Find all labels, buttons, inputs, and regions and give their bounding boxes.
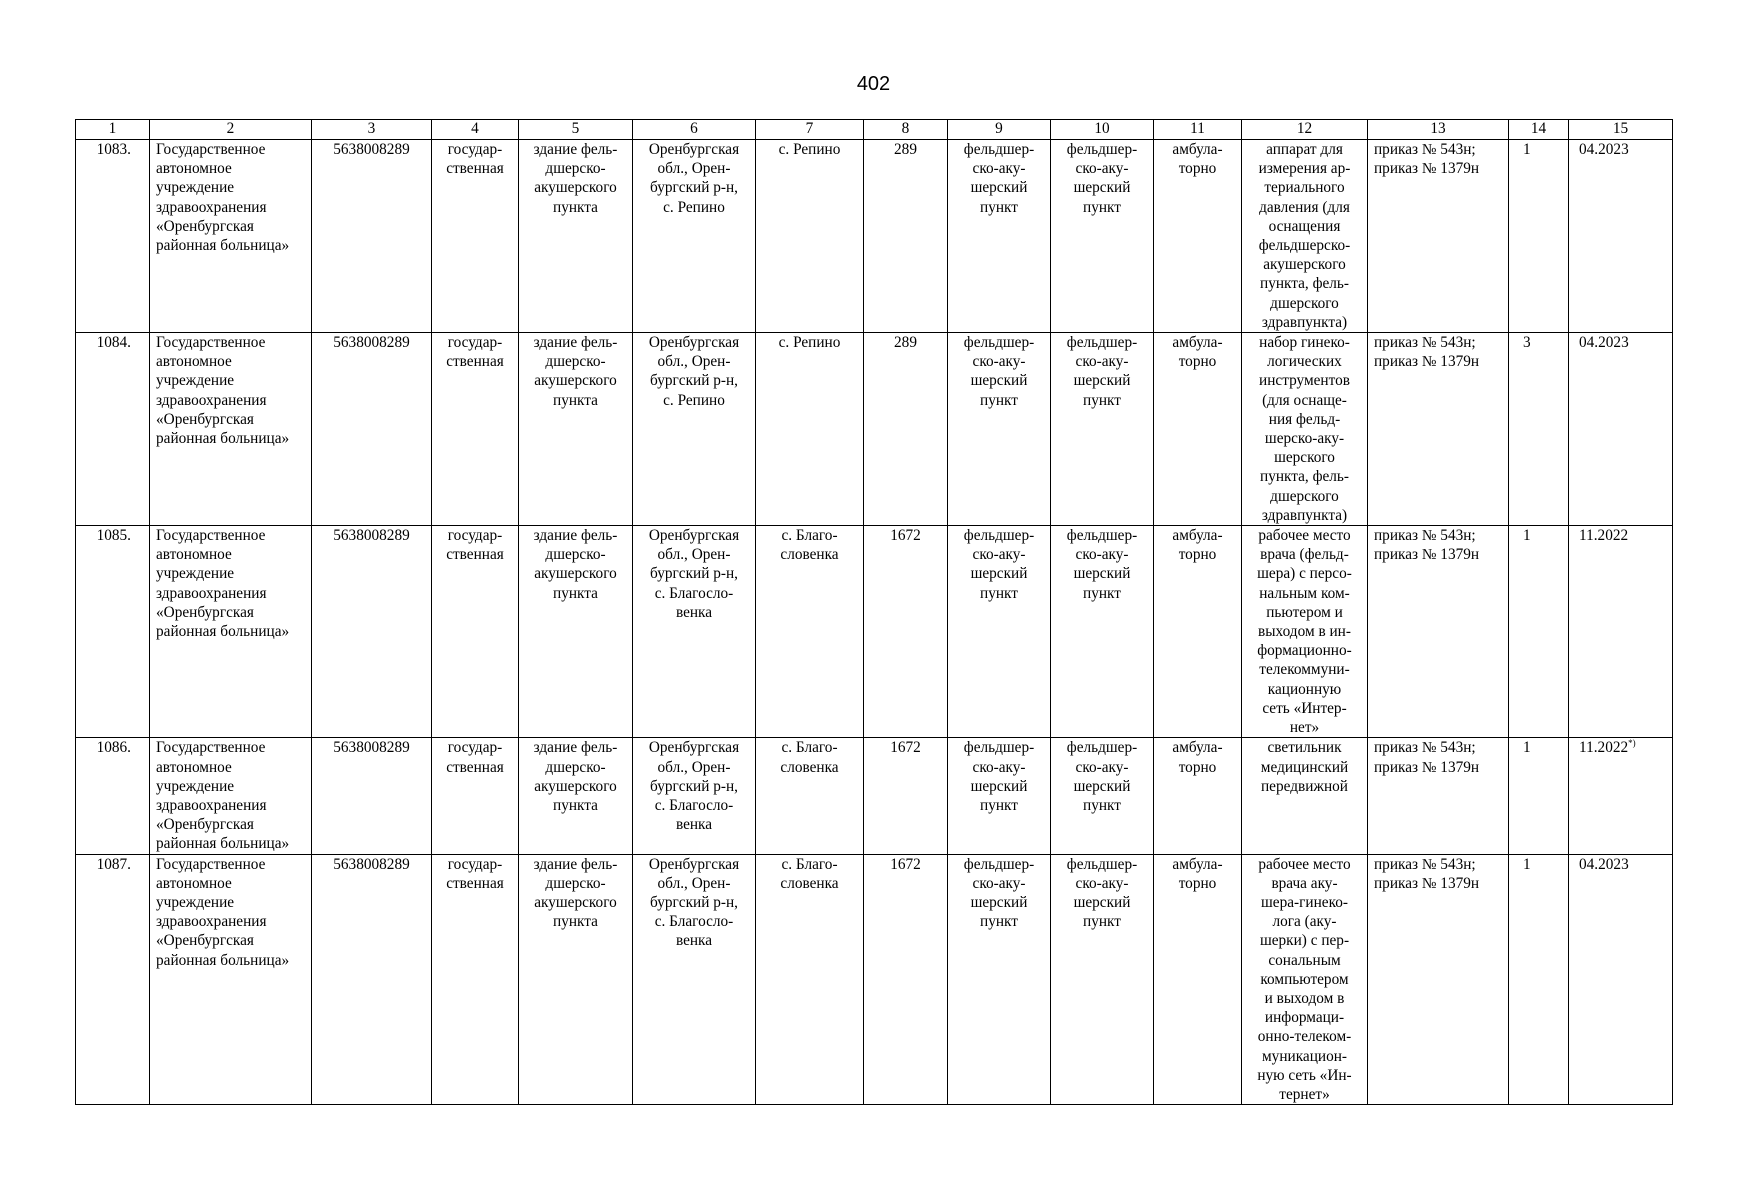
care-conditions: амбула- торно (1154, 854, 1242, 1105)
date-value: 04.2023 (1579, 141, 1629, 158)
equipment: светильник медицинский передвижной (1242, 738, 1368, 854)
table-row (76, 333, 1673, 526)
row-number: 1083. (76, 140, 150, 333)
facility-type: фельдшер- ско-аку- шерский пункт (948, 140, 1051, 333)
column-number: 6 (633, 120, 756, 140)
quantity: 3 (1509, 333, 1569, 526)
date-value: 11.2022 (1579, 739, 1629, 757)
column-number: 11 (1154, 120, 1242, 140)
order-reference: приказ № 543н; приказ № 1379н (1368, 333, 1509, 526)
inn: 5638008289 (312, 140, 432, 333)
organization-name: Государственное автономное учреждение здравоохранения «Оренбургская районная больница» (150, 140, 312, 333)
locality: с. Репино (756, 333, 864, 526)
ownership-form: государ- ственная (432, 738, 519, 854)
care-conditions: амбула- торно (1154, 526, 1242, 738)
care-conditions: амбула- торно (1154, 333, 1242, 526)
date-footnote: *) (1628, 738, 1636, 749)
locality: с. Благо- словенка (756, 526, 864, 738)
equipment: рабочее место врача (фельд- шера) с персо- нальным ком- пьютером и выходом в ин- формационно- телекоммуни- кационную сеть «Интер- нет» (1242, 526, 1368, 738)
locality: с. Благо- словенка (756, 738, 864, 854)
equipment: аппарат для измерения ар- териального давления (для оснащения фельдшерско- акушерского пункта, фель- дшерского здравпункта) (1242, 140, 1368, 333)
population: 1672 (864, 526, 948, 738)
date (1569, 140, 1673, 333)
quantity: 1 (1509, 140, 1569, 333)
row-number: 1084. (76, 333, 150, 526)
ownership-form: государ- ственная (432, 333, 519, 526)
column-number: 5 (519, 120, 633, 140)
address: Оренбургская обл., Орен- бургский р-н, с. Репино (633, 333, 756, 526)
column-number: 7 (756, 120, 864, 140)
inn: 5638008289 (312, 738, 432, 854)
care-conditions: амбула- торно (1154, 738, 1242, 854)
row-number: 1085. (76, 526, 150, 738)
care-conditions: амбула- торно (1154, 140, 1242, 333)
inn: 5638008289 (312, 854, 432, 1105)
column-number: 9 (948, 120, 1051, 140)
locality: с. Репино (756, 140, 864, 333)
ownership-form: государ- ственная (432, 526, 519, 738)
population: 1672 (864, 738, 948, 854)
equipment: рабочее место врача аку- шера-гинеко- лога (аку- шерки) с пер- сональным компьютером и выходом в информаци- онно-телеком- муникацион- ную сеть «Ин- тернет» (1242, 854, 1368, 1105)
organization-name: Государственное автономное учреждение здравоохранения «Оренбургская районная больница» (150, 738, 312, 854)
organization-name: Государственное автономное учреждение здравоохранения «Оренбургская районная больница» (150, 854, 312, 1105)
inn: 5638008289 (312, 526, 432, 738)
organization-name: Государственное автономное учреждение здравоохранения «Оренбургская районная больница» (150, 333, 312, 526)
date-value: 11.2022 (1579, 527, 1629, 545)
facility-type-secondary: фельдшер- ско-аку- шерский пункт (1051, 526, 1154, 738)
quantity: 1 (1509, 526, 1569, 738)
quantity: 1 (1509, 854, 1569, 1105)
column-number: 4 (432, 120, 519, 140)
address: Оренбургская обл., Орен- бургский р-н, с. Благосло- венка (633, 526, 756, 738)
building-type: здание фель- дшерско- акушерского пункта (519, 854, 633, 1105)
date (1569, 854, 1673, 1105)
column-number: 14 (1509, 120, 1569, 140)
date (1569, 738, 1673, 854)
date (1569, 526, 1673, 738)
column-number: 2 (150, 120, 312, 140)
row-number: 1086. (76, 738, 150, 854)
equipment: набор гинеко- логических инструментов (для оснаще- ния фельд- шерско-аку- шерского пункта, фель- дшерского здравпункта) (1242, 333, 1368, 526)
population: 289 (864, 333, 948, 526)
address: Оренбургская обл., Орен- бургский р-н, с. Благосло- венка (633, 854, 756, 1105)
address: Оренбургская обл., Орен- бургский р-н, с. Репино (633, 140, 756, 333)
column-number: 12 (1242, 120, 1368, 140)
organization-name: Государственное автономное учреждение здравоохранения «Оренбургская районная больница» (150, 526, 312, 738)
column-number: 1 (76, 120, 150, 140)
table-row (76, 526, 1673, 738)
facility-type: фельдшер- ско-аку- шерский пункт (948, 738, 1051, 854)
order-reference: приказ № 543н; приказ № 1379н (1368, 140, 1509, 333)
facility-type-secondary: фельдшер- ско-аку- шерский пункт (1051, 333, 1154, 526)
facility-type: фельдшер- ско-аку- шерский пункт (948, 526, 1051, 738)
building-type: здание фель- дшерско- акушерского пункта (519, 738, 633, 854)
population: 1672 (864, 854, 948, 1105)
table-row (76, 854, 1673, 1105)
column-number: 15 (1569, 120, 1673, 140)
address: Оренбургская обл., Орен- бургский р-н, с. Благосло- венка (633, 738, 756, 854)
ownership-form: государ- ственная (432, 854, 519, 1105)
date-value: 04.2023 (1579, 855, 1629, 873)
column-numbers-header (76, 120, 1673, 140)
registry-table (75, 119, 1673, 1105)
ownership-form: государ- ственная (432, 140, 519, 333)
locality: с. Благо- словенка (756, 854, 864, 1105)
building-type: здание фель- дшерско- акушерского пункта (519, 526, 633, 738)
building-type: здание фель- дшерско- акушерского пункта (519, 333, 633, 526)
table-row (76, 738, 1673, 854)
inn: 5638008289 (312, 333, 432, 526)
facility-type: фельдшер- ско-аку- шерский пункт (948, 333, 1051, 526)
page-number: 402 (856, 73, 891, 95)
order-reference: приказ № 543н; приказ № 1379н (1368, 738, 1509, 854)
table-row (76, 140, 1673, 333)
order-reference: приказ № 543н; приказ № 1379н (1368, 854, 1509, 1105)
row-number: 1087. (76, 854, 150, 1105)
population: 289 (864, 140, 948, 333)
quantity: 1 (1509, 738, 1569, 854)
building-type: здание фель- дшерско- акушерского пункта (519, 140, 633, 333)
date (1569, 333, 1673, 526)
column-number: 10 (1051, 120, 1154, 140)
date-value: 04.2023 (1579, 334, 1629, 352)
header-row (76, 120, 1673, 140)
column-number: 8 (864, 120, 948, 140)
facility-type-secondary: фельдшер- ско-аку- шерский пункт (1051, 738, 1154, 854)
facility-type: фельдшер- ско-аку- шерский пункт (948, 854, 1051, 1105)
facility-type-secondary: фельдшер- ско-аку- шерский пункт (1051, 854, 1154, 1105)
column-number: 13 (1368, 120, 1509, 140)
facility-type-secondary: фельдшер- ско-аку- шерский пункт (1051, 140, 1154, 333)
order-reference: приказ № 543н; приказ № 1379н (1368, 526, 1509, 738)
column-number: 3 (312, 120, 432, 140)
